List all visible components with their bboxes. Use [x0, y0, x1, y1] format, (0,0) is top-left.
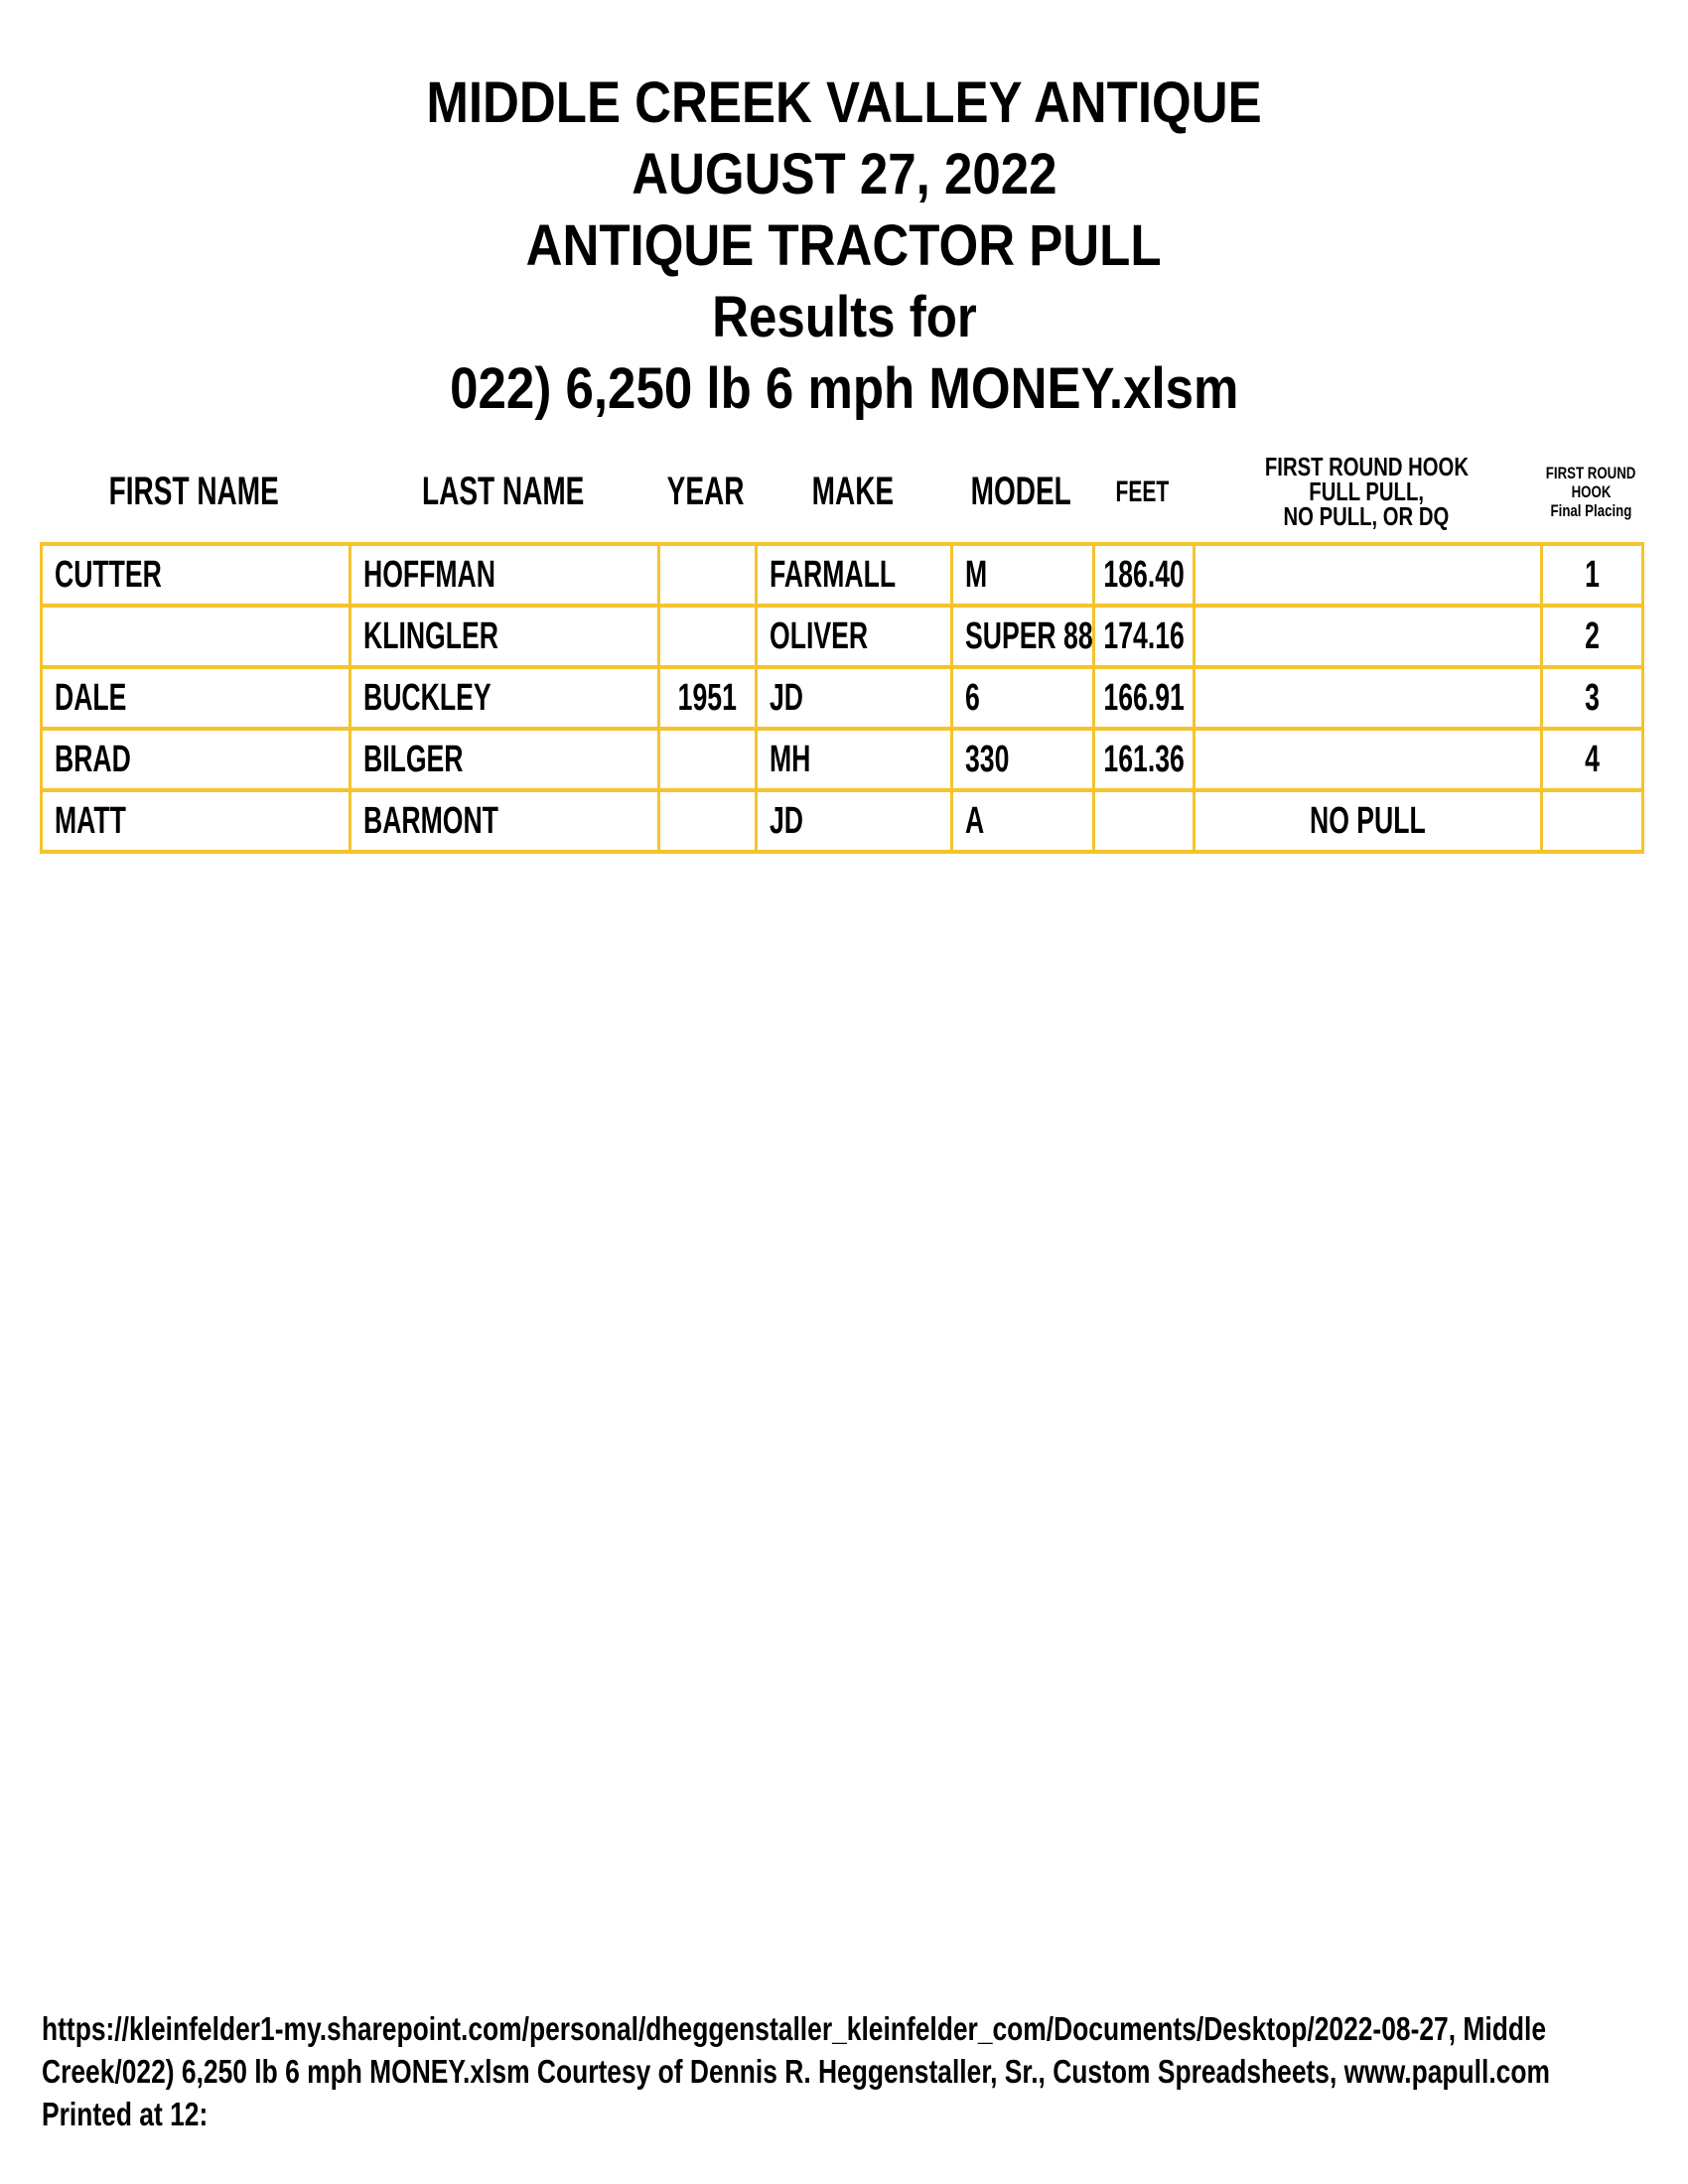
header-feet-text: FEET — [1115, 475, 1170, 508]
header-year-text: YEAR — [667, 470, 745, 513]
footer-source-path-line2 — [42, 2050, 1670, 2093]
cell-model — [952, 544, 1094, 606]
cell-feet — [1094, 544, 1195, 606]
cell-final-placing — [1542, 606, 1643, 667]
cell-last-name — [351, 667, 659, 729]
header-year — [657, 470, 755, 514]
footer-source-path-text1: https://kleinfelder1-my.sharepoint.com/personal/dheggenstaller_kleinfelder_com/Documents/Desktop/2022-08-27, Middle — [42, 2010, 1547, 2047]
title-block — [0, 68, 1688, 425]
cell-feet-text: 186.40 — [1103, 553, 1185, 596]
cell-make-text: MH — [770, 738, 811, 780]
table-row — [42, 667, 1643, 729]
cell-first-name — [42, 729, 351, 790]
class-filename-title — [0, 353, 1688, 425]
cell-placing-text: 2 — [1585, 614, 1600, 657]
event-date-text: AUGUST 27, 2022 — [631, 142, 1057, 206]
results-for-text: Results for — [711, 285, 977, 349]
header-hook-line3: NO PULL, OR DQ — [1283, 501, 1450, 531]
cell-year — [659, 729, 757, 790]
header-feet — [1092, 476, 1193, 509]
cell-feet — [1094, 667, 1195, 729]
cell-first-name — [42, 667, 351, 729]
cell-first-name — [42, 606, 351, 667]
cell-make — [757, 729, 952, 790]
cell-first-name — [42, 790, 351, 852]
cell-make — [757, 667, 952, 729]
cell-last-name-text: BARMONT — [363, 799, 498, 842]
cell-feet — [1094, 729, 1195, 790]
table-row — [42, 790, 1643, 852]
footer-block — [42, 2007, 1670, 2135]
footer-printed-at — [42, 2093, 1670, 2135]
results-table — [40, 542, 1644, 854]
footer-source-path-line1 — [42, 2007, 1670, 2050]
header-hook-line1: FIRST ROUND HOOK — [1264, 452, 1469, 481]
header-model — [950, 470, 1092, 514]
cell-model-text: 330 — [965, 738, 1010, 780]
event-name-title — [0, 68, 1688, 139]
cell-hook-result — [1195, 544, 1542, 606]
cell-model — [952, 729, 1094, 790]
footer-source-path-text2: Creek/022) 6,250 lb 6 mph MONEY.xlsm Courtesy of Dennis R. Heggenstaller, Sr., Custom Spreadsheets, www.papull.com — [42, 2053, 1550, 2090]
cell-model-text: A — [965, 799, 985, 842]
header-hook-line2: FULL PULL, — [1309, 477, 1424, 506]
table-row — [42, 606, 1643, 667]
cell-final-placing — [1542, 790, 1643, 852]
cell-hook-result — [1195, 790, 1542, 852]
cell-year — [659, 544, 757, 606]
cell-last-name — [351, 729, 659, 790]
cell-feet — [1094, 790, 1195, 852]
cell-year — [659, 790, 757, 852]
event-type-title — [0, 210, 1688, 282]
cell-make-text: FARMALL — [770, 553, 897, 596]
cell-make-text: OLIVER — [770, 614, 869, 657]
cell-feet-text: 174.16 — [1103, 614, 1185, 657]
class-filename-text: 022) 6,250 lb 6 mph MONEY.xlsm — [449, 356, 1239, 421]
footer-printed-at-text: Printed at 12: — [42, 2096, 209, 2132]
table-header-row — [40, 440, 1641, 544]
event-date-title — [0, 139, 1688, 210]
cell-year — [659, 667, 757, 729]
cell-make — [757, 606, 952, 667]
cell-placing-text: 1 — [1585, 553, 1600, 596]
cell-make-text: JD — [770, 799, 804, 842]
cell-first-name-text: MATT — [55, 799, 126, 842]
cell-make — [757, 544, 952, 606]
header-final-placing — [1540, 464, 1641, 520]
header-first-name — [40, 470, 349, 514]
cell-model — [952, 790, 1094, 852]
cell-model — [952, 606, 1094, 667]
cell-hook-text: NO PULL — [1310, 799, 1426, 842]
cell-last-name — [351, 790, 659, 852]
cell-last-name-text: HOFFMAN — [363, 553, 495, 596]
cell-first-name-text: CUTTER — [55, 553, 162, 596]
cell-final-placing — [1542, 544, 1643, 606]
cell-model — [952, 667, 1094, 729]
cell-last-name — [351, 544, 659, 606]
cell-make — [757, 790, 952, 852]
cell-first-name-text: BRAD — [55, 738, 131, 780]
cell-feet-text: 166.91 — [1103, 676, 1185, 719]
cell-model-text: 6 — [965, 676, 980, 719]
cell-feet — [1094, 606, 1195, 667]
header-placing-line3: Final Placing — [1550, 501, 1631, 520]
cell-model-text: SUPER 88 — [965, 614, 1093, 657]
header-first-name-text: FIRST NAME — [108, 470, 280, 513]
cell-year — [659, 606, 757, 667]
cell-last-name-text: BILGER — [363, 738, 464, 780]
cell-placing-text: 3 — [1585, 676, 1600, 719]
cell-model-text: M — [965, 553, 988, 596]
results-for-label — [0, 282, 1688, 353]
header-placing-line2: HOOK — [1571, 482, 1611, 501]
cell-first-name-text: DALE — [55, 676, 127, 719]
table-row — [42, 729, 1643, 790]
cell-final-placing — [1542, 667, 1643, 729]
cell-hook-result — [1195, 729, 1542, 790]
event-name-text: MIDDLE CREEK VALLEY ANTIQUE — [426, 70, 1262, 135]
cell-year-text: 1951 — [677, 676, 738, 719]
cell-feet-text: 161.36 — [1103, 738, 1185, 780]
header-last-name — [349, 470, 657, 514]
header-last-name-text: LAST NAME — [421, 470, 585, 513]
cell-hook-result — [1195, 606, 1542, 667]
header-make — [755, 470, 950, 514]
cell-last-name-text: KLINGLER — [363, 614, 498, 657]
cell-make-text: JD — [770, 676, 804, 719]
header-placing-line1: FIRST ROUND — [1545, 464, 1636, 482]
cell-last-name-text: BUCKLEY — [363, 676, 492, 719]
header-first-round-hook-result — [1193, 452, 1540, 531]
event-type-text: ANTIQUE TRACTOR PULL — [526, 213, 1162, 278]
header-make-text: MAKE — [811, 470, 894, 513]
cell-hook-result — [1195, 667, 1542, 729]
table-row — [42, 544, 1643, 606]
cell-placing-text: 4 — [1585, 738, 1600, 780]
cell-final-placing — [1542, 729, 1643, 790]
header-model-text: MODEL — [970, 470, 1072, 513]
cell-first-name — [42, 544, 351, 606]
cell-last-name — [351, 606, 659, 667]
